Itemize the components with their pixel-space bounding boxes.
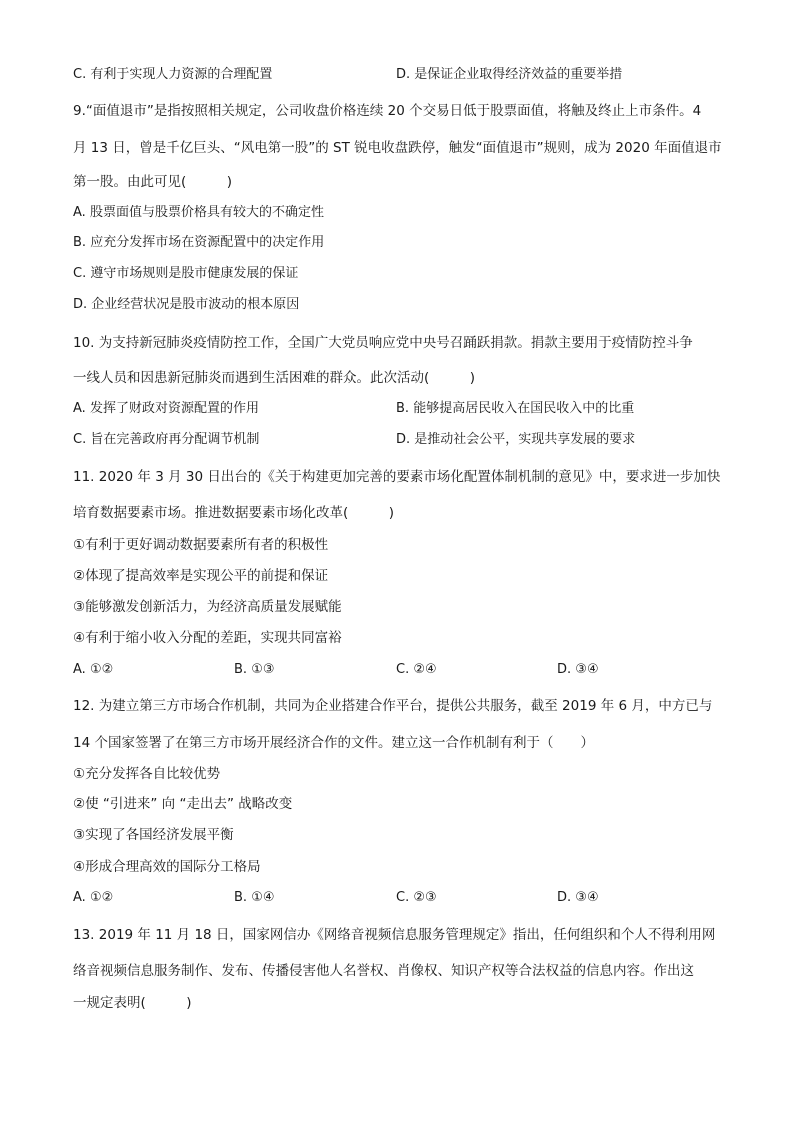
q10-stem-line-2: 一线人员和因患新冠肺炎而遇到生活困难的群众。此次活动( ) bbox=[73, 370, 476, 386]
q11-option-b: B. ①③ bbox=[234, 662, 275, 677]
q10-option-a: A. 发挥了财政对资源配置的作用 bbox=[73, 401, 259, 416]
q12-statement-3: ③实现了各国经济发展平衡 bbox=[73, 827, 234, 843]
q11-option-d: D. ③④ bbox=[557, 662, 599, 677]
q12-option-d: D. ③④ bbox=[557, 890, 599, 905]
q11-statement-3: ③能够激发创新活力，为经济高质量发展赋能 bbox=[73, 599, 342, 615]
q12-stem-line-2: 14 个国家签署了在第三方市场开展经济合作的文件。建立这一合作机制有利于（ ） bbox=[73, 735, 594, 751]
q9-stem-line-1: 9.“面值退市”是指按照相关规定，公司收盘价格连续 20 个交易日低于股票面值，将触及终止上市条件。4 bbox=[73, 103, 702, 119]
q10-stem-line-1: 10. 为支持新冠肺炎疫情防控工作，全国广大党员响应党中央号召踊跃捐款。捐款主要用于疫情防控斗争 bbox=[73, 335, 693, 351]
q9-option-c: C. 遵守市场规则是股市健康发展的保证 bbox=[73, 266, 299, 281]
q13-stem-line-2: 络音视频信息服务制作、发布、传播侵害他人名誉权、肖像权、知识产权等合法权益的信息内容。作出这 bbox=[73, 963, 694, 979]
q9-stem-line-2: 月 13 日，曾是千亿巨头、“风电第一股”的 ST 锐电收盘跌停，触发“面值退市”规则，成为 2020 年面值退市 bbox=[73, 140, 722, 156]
q13-stem-line-1: 13. 2019 年 11 月 18 日，国家网信办《网络音视频信息服务管理规定》指出，任何组织和个人不得利用网 bbox=[73, 927, 716, 943]
q12-stem-line-1: 12. 为建立第三方市场合作机制，共同为企业搭建合作平台，提供公共服务，截至 2019 年 6 月，中方已与 bbox=[73, 698, 713, 714]
q9-option-b: B. 应充分发挥市场在资源配置中的决定作用 bbox=[73, 235, 325, 250]
q12-statement-4: ④形成合理高效的国际分工格局 bbox=[73, 859, 261, 875]
q9-option-d: D. 企业经营状况是股市波动的根本原因 bbox=[73, 297, 300, 312]
q10-option-b: B. 能够提高居民收入在国民收入中的比重 bbox=[396, 401, 635, 416]
q11-option-c: C. ②④ bbox=[396, 662, 437, 677]
q12-option-b: B. ①④ bbox=[234, 890, 275, 905]
q12-option-a: A. ①② bbox=[73, 890, 114, 905]
q11-option-a: A. ①② bbox=[73, 662, 114, 677]
q13-stem-line-3: 一规定表明( ) bbox=[73, 995, 192, 1011]
q8-option-c: C. 有利于实现人力资源的合理配置 bbox=[73, 67, 273, 82]
q9-stem-line-3: 第一股。由此可见( ) bbox=[73, 174, 233, 190]
q11-statement-2: ②体现了提高效率是实现公平的前提和保证 bbox=[73, 568, 329, 584]
q10-option-d: D. 是推动社会公平，实现共享发展的要求 bbox=[396, 432, 636, 447]
q8-option-d: D. 是保证企业取得经济效益的重要举措 bbox=[396, 67, 623, 82]
q11-stem-line-1: 11. 2020 年 3 月 30 日出台的《关于构建更加完善的要素市场化配置体制机制的意见》中，要求进一步加快 bbox=[73, 469, 721, 485]
q10-option-c: C. 旨在完善政府再分配调节机制 bbox=[73, 432, 260, 447]
q11-statement-4: ④有利于缩小收入分配的差距，实现共同富裕 bbox=[73, 630, 342, 646]
q11-statement-1: ①有利于更好调动数据要素所有者的积极性 bbox=[73, 537, 329, 553]
q12-option-c: C. ②③ bbox=[396, 890, 437, 905]
q12-statement-2: ②使 “引进来” 向 “走出去” 战略改变 bbox=[73, 796, 293, 812]
q12-statement-1: ①充分发挥各自比较优势 bbox=[73, 766, 221, 782]
q11-stem-line-2: 培育数据要素市场。推进数据要素市场化改革( ) bbox=[73, 505, 395, 521]
q9-option-a: A. 股票面值与股票价格具有较大的不确定性 bbox=[73, 205, 324, 220]
